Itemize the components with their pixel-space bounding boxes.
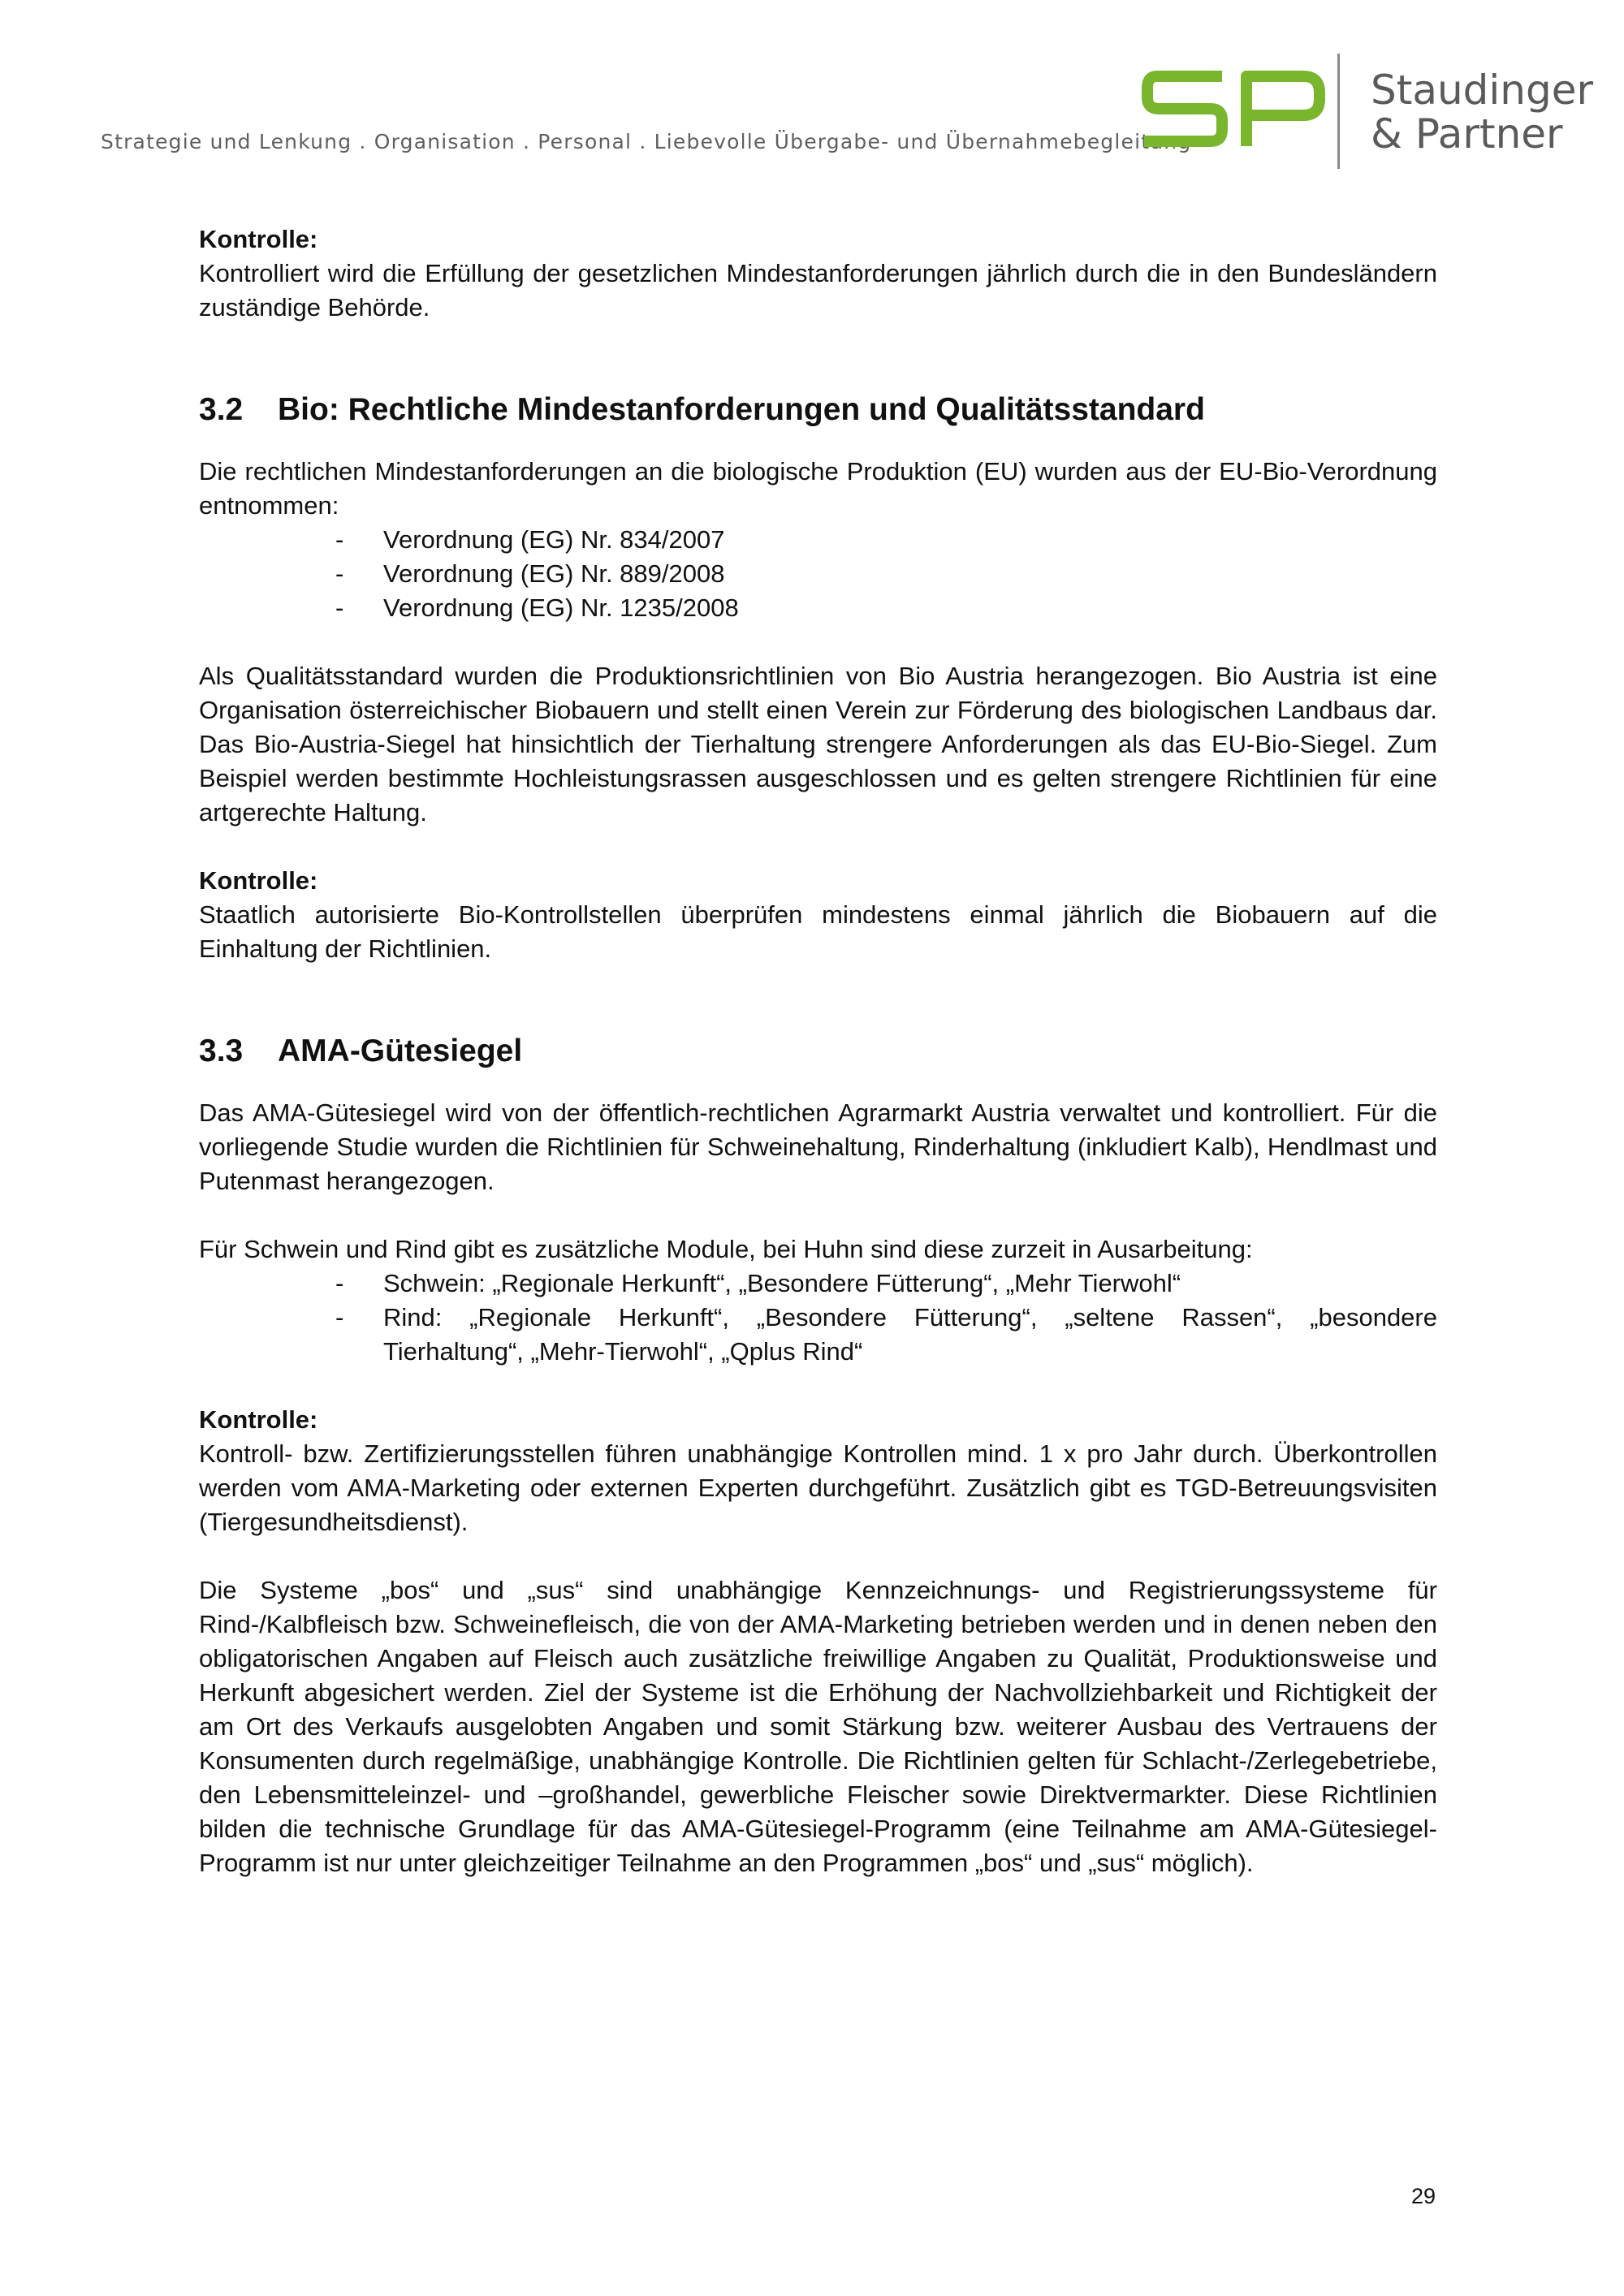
intro-control-text: Kontrolliert wird die Erfüllung der gesetzlichen Mindestanforderungen jährlich durch die in den Bundesländern zuständige Behörde.: [199, 259, 1437, 322]
list-dash: -: [335, 1269, 344, 1297]
list-item: - Verordnung (EG) Nr. 834/2007: [199, 523, 1437, 557]
list-item: - Rind: „Regionale Herkunft“, „Besondere Fütterung“, „seltene Rassen“, „besondere Tierhaltung“, „Mehr-Tierwohl“, „Qplus Rind“: [199, 1301, 1437, 1369]
section-3-3-paragraph-1: Das AMA-Gütesiegel wird von der öffentlich-rechtlichen Agrarmarkt Austria verwaltet und kontrolliert. Für die vorliegende Studie wurden die Richtlinien für Schweinehaltung, Rinderhaltung (inkludiert Kalb), Hendlmast und Putenmast herangezogen.: [199, 1098, 1437, 1195]
list-item: - Schwein: „Regionale Herkunft“, „Besondere Fütterung“, „Mehr Tierwohl“: [199, 1267, 1437, 1301]
module-list: [199, 1267, 1437, 1369]
section-3-2-number: 3.2: [199, 392, 244, 427]
section-3-3-number: 3.3: [199, 1034, 244, 1068]
section-3-2-heading: [199, 390, 1437, 430]
list-item: - Verordnung (EG) Nr. 889/2008: [199, 557, 1437, 591]
section-3-2-paragraph-1: Die rechtlichen Mindestanforderungen an die biologische Produktion (EU) wurden aus der EU-Bio-Verordnung entnommen:: [199, 457, 1437, 520]
list-dash: -: [335, 593, 344, 622]
section-3-2-paragraph-2: Als Qualitätsstandard wurden die Produktionsrichtlinien von Bio Austria herangezogen. Bio Austria ist eine Organisation österreichischer Biobauern und stellt einen Verein zur Förderung des biologischen Landbaus dar. Das Bio-Austria-Siegel hat hinsichtlich der Tierhaltung strengere Anforderungen als das EU-Bio-Siegel. Zum Beispiel werden bestimmte Hochleistungsrassen ausgeschlossen und es gelten strengere Richtlinien für eine artgerechte Haltung.: [199, 662, 1437, 826]
list-dash: -: [335, 525, 344, 554]
list-item: - Verordnung (EG) Nr. 1235/2008: [199, 591, 1437, 625]
regulation-list: [199, 523, 1437, 625]
logo-name-line2: & Partner: [1371, 110, 1563, 158]
section-3-2-control-label: Kontrolle:: [199, 866, 318, 895]
sp-logo-mark-icon: [1141, 68, 1328, 149]
section-3-3-control-text: Kontroll- bzw. Zertifizierungsstellen führen unabhängige Kontrollen mind. 1 x pro Jahr durch. Überkontrollen werden vom AMA-Marketing oder externen Experten durchgeführt. Zusätzlich gibt es TGD-Betreuungsvisiten (Tiergesundheitsdienst).: [199, 1439, 1437, 1536]
company-logo: [1141, 50, 1596, 172]
logo-name-line1: Staudinger: [1371, 67, 1594, 114]
logo-divider: [1337, 54, 1340, 169]
section-3-3-paragraph-3: Die Systeme „bos“ und „sus“ sind unabhängige Kennzeichnungs- und Registrierungssysteme für Rind-/Kalbfleisch bzw. Schweinefleisch, die von der AMA-Marketing betrieben werden und in denen neben den obligatorischen Angaben auf Fleisch auch zusätzliche freiwillige Angaben zu Qualität, Produktionsweise und Herkunft abgesichert werden. Ziel der Systeme ist die Erhöhung der Nachvollziehbarkeit und Richtigkeit der am Ort des Verkaufs ausgelobten Angaben und somit Stärkung bzw. weiterer Ausbau des Vertrauens der Konsumenten durch regelmäßige, unabhängige Kontrolle. Die Richtlinien gelten für Schlacht-/Zerlegebetriebe, den Lebensmitteleinzel- und –großhandel, gewerbliche Fleischer sowie Direktvermarkter. Diese Richtlinien bilden die technische Grundlage für das AMA-Gütesiegel-Programm (eine Teilnahme am AMA-Gütesiegel-Programm ist nur unter gleichzeitiger Teilnahme an den Programmen „bos“ und „sus“ möglich).: [199, 1576, 1437, 1877]
section-3-2-control-text: Staatlich autorisierte Bio-Kontrollstellen überprüfen mindestens einmal jährlich die Biobauern auf die Einhaltung der Richtlinien.: [199, 900, 1437, 963]
list-dash: -: [335, 1303, 344, 1331]
header-tagline: Strategie und Lenkung . Organisation . Personal . Liebevolle Übergabe- und Übernahmebegleitung: [101, 130, 1192, 153]
intro-control-label: Kontrolle:: [199, 225, 318, 253]
section-3-3-title: AMA-Gütesiegel: [278, 1034, 523, 1068]
section-3-3-paragraph-2: Für Schwein und Rind gibt es zusätzliche Module, bei Huhn sind diese zurzeit in Ausarbeitung:: [199, 1235, 1253, 1263]
section-3-3-control-label: Kontrolle:: [199, 1405, 318, 1434]
section-3-2-title: Bio: Rechtliche Mindestanforderungen und Qualitätsstandard: [278, 392, 1205, 427]
document-body: [199, 222, 1437, 1880]
section-3-3-heading: [199, 1031, 1437, 1072]
page-number: 29: [1411, 2184, 1436, 2208]
list-dash: -: [335, 559, 344, 588]
